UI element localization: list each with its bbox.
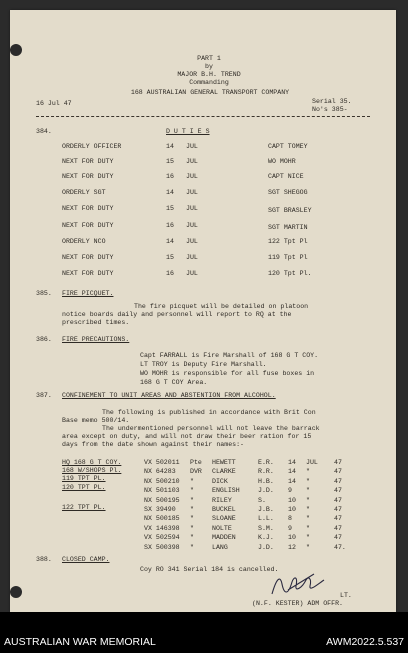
header-divider (36, 116, 370, 117)
duty-day: 16 (166, 173, 174, 180)
personnel-initials: J.B. (258, 506, 274, 513)
fire-precautions-line: WO MOHR is responsible for all fuse boxes in (140, 370, 315, 377)
header-major: MAJOR B.H. TREND (177, 71, 241, 78)
personnel-year: 47 (334, 524, 342, 532)
confinement-number: 387. (36, 392, 52, 399)
personnel-initials: J.D. (258, 487, 274, 495)
personnel-day: 10 (288, 534, 296, 542)
header-serial: Serial 35. (312, 98, 352, 105)
confinement-unit: 122 TPT PL. (62, 504, 106, 511)
personnel-day: 9 (288, 524, 292, 532)
personnel-number: VX 146398 (144, 524, 180, 532)
personnel-name: LANG (212, 543, 228, 551)
confinement-unit: HQ 168 G T COY. (62, 459, 122, 466)
duty-day: 16 (166, 270, 174, 277)
personnel-day: 14 (288, 459, 296, 466)
signature-rank: LT. (340, 592, 352, 599)
duties-number: 384. (36, 128, 52, 135)
personnel-month: " (306, 543, 310, 551)
personnel-year: 47 (334, 477, 342, 485)
header-commanding: Commanding (189, 79, 229, 86)
fire-picquet-line: notice boards daily and personnel will report to RQ at the (62, 311, 292, 318)
duty-month: JUL (186, 238, 198, 245)
personnel-name: MADDEN (212, 534, 236, 542)
personnel-number: NX 500210 (144, 477, 180, 485)
confinement-title: CONFINEMENT TO UNIT AREAS AND ABSTENTION FROM ALCOHOL. (62, 392, 276, 399)
fire-precautions-title: FIRE PRECAUTIONS. (62, 336, 130, 343)
duty-month: JUL (186, 205, 198, 212)
personnel-initials: S. (258, 496, 266, 504)
personnel-rank: DVR (190, 468, 202, 476)
personnel-name: HEWETT (212, 459, 236, 466)
personnel-year: 47 (334, 534, 342, 542)
personnel-month: " (306, 506, 310, 513)
footer-accession-number: AWM2022.5.537 (326, 636, 404, 648)
header-date: 16 Jul 47 (36, 100, 72, 107)
personnel-initials: L.L. (258, 515, 274, 523)
header-unit: 168 AUSTRALIAN GENERAL TRANSPORT COMPANY (130, 89, 290, 96)
personnel-day: 12 (288, 543, 296, 551)
duty-name: SGT BRASLEY (268, 207, 312, 214)
personnel-name: CLARKE (212, 468, 236, 476)
duty-role: NEXT FOR DUTY (62, 205, 114, 212)
personnel-month: " (306, 524, 310, 532)
personnel-month: " (306, 534, 310, 542)
confinement-unit: 120 TPT PL. (62, 484, 106, 491)
header-part: PART 1 (197, 55, 221, 62)
fire-precautions-number: 386. (36, 336, 52, 343)
confinement-line: The following is published in accordance with Brit Con (102, 409, 316, 416)
personnel-rank: " (190, 524, 194, 532)
header-nos: No's 385- (312, 106, 348, 113)
personnel-day: 10 (288, 506, 296, 513)
personnel-rank: " (190, 543, 194, 551)
duty-day: 15 (166, 158, 174, 165)
personnel-rank: " (190, 534, 194, 542)
personnel-initials: E.R. (258, 459, 274, 466)
duty-day: 15 (166, 205, 174, 212)
fire-precautions-line: 168 G T COY Area. (140, 379, 208, 386)
personnel-month: " (306, 477, 310, 485)
duty-role: NEXT FOR DUTY (62, 254, 114, 261)
personnel-number: SX 500398 (144, 543, 180, 551)
personnel-rank: " (190, 477, 194, 485)
personnel-day: 8 (288, 515, 292, 523)
duty-day: 16 (166, 222, 174, 229)
personnel-number: NX 64283 (144, 468, 176, 476)
duty-month: JUL (186, 189, 198, 196)
fire-precautions-line: LT TROY is Deputy Fire Marshall. (140, 361, 267, 368)
handwritten-signature (268, 570, 332, 600)
personnel-rank: " (190, 496, 194, 504)
personnel-initials: J.D. (258, 543, 274, 551)
personnel-year: 47 (334, 515, 342, 523)
closed-camp-title: CLOSED CAMP. (62, 556, 110, 563)
personnel-year: 47. (334, 543, 346, 551)
personnel-month: " (306, 487, 310, 495)
personnel-name: NOLTE (212, 524, 232, 532)
personnel-name: BUCKEL (212, 506, 236, 513)
confinement-line: The undermentioned personnel will not leave the barrack (102, 425, 320, 432)
personnel-month: " (306, 515, 310, 523)
personnel-year: 47 (334, 487, 342, 495)
header-by: by (205, 63, 213, 70)
personnel-name: ENGLISH (212, 487, 240, 495)
personnel-day: 14 (288, 468, 296, 476)
confinement-line: Base memo 500/14. (62, 417, 130, 424)
confinement-line: days from the date shown against their names:- (62, 441, 245, 448)
duty-name: CAPT NICE (268, 173, 304, 180)
personnel-year: 47 (334, 506, 342, 513)
personnel-number: SX 39490 (144, 506, 176, 513)
personnel-initials: R.R. (258, 468, 274, 476)
personnel-name: SLOANE (212, 515, 236, 523)
punch-hole (10, 44, 22, 56)
fire-precautions-line: Capt FARRALL is Fire Marshall of 168 G T COY. (140, 352, 319, 359)
duty-name: SGT MARTIN (268, 224, 308, 231)
fire-picquet-number: 385. (36, 290, 52, 297)
personnel-rank: " (190, 506, 194, 513)
personnel-year: 47 (334, 468, 342, 476)
duty-month: JUL (186, 254, 198, 261)
duty-month: JUL (186, 143, 198, 150)
personnel-initials: H.B. (258, 477, 274, 485)
duty-role: NEXT FOR DUTY (62, 158, 114, 165)
personnel-rank: " (190, 515, 194, 523)
footer-institution: AUSTRALIAN WAR MEMORIAL (4, 636, 156, 648)
duty-day: 14 (166, 238, 174, 245)
footer-bar (0, 612, 408, 653)
duty-name: 120 Tpt Pl. (268, 270, 312, 277)
closed-camp-text: Coy RO 341 Serial 184 is cancelled. (140, 566, 279, 573)
duty-role: ORDERLY SGT (62, 189, 106, 196)
duty-day: 14 (166, 143, 174, 150)
duty-day: 15 (166, 254, 174, 261)
duty-name: WO MOHR (268, 158, 296, 165)
personnel-day: 14 (288, 477, 296, 485)
fire-picquet-title: FIRE PICQUET. (62, 290, 114, 297)
confinement-unit: 119 TPT PL. (62, 475, 106, 482)
duty-month: JUL (186, 173, 198, 180)
duty-month: JUL (186, 158, 198, 165)
personnel-number: NX 500195 (144, 496, 180, 504)
duty-role: NEXT FOR DUTY (62, 222, 114, 229)
personnel-month: " (306, 468, 310, 476)
personnel-month: JUL (306, 459, 318, 466)
duty-role: NEXT FOR DUTY (62, 270, 114, 277)
personnel-number: NX 501103 (144, 487, 180, 495)
personnel-number: VX 502011 (144, 459, 180, 466)
duty-month: JUL (186, 270, 198, 277)
personnel-name: RILEY (212, 496, 232, 504)
fire-picquet-line: The fire picquet will be detailed on platoon (134, 303, 309, 310)
duty-name: SGT SHEGOG (268, 189, 308, 196)
punch-hole (10, 586, 22, 598)
duty-role: ORDERLY NCO (62, 238, 106, 245)
fire-picquet-line: prescribed times. (62, 319, 130, 326)
closed-camp-number: 388. (36, 556, 52, 563)
duties-title: D U T I E S (166, 128, 210, 135)
personnel-rank: Pte (190, 459, 202, 466)
personnel-month: " (306, 496, 310, 504)
duty-name: CAPT TOMEY (268, 143, 308, 150)
personnel-initials: K.J. (258, 534, 274, 542)
personnel-number: VX 502594 (144, 534, 180, 542)
personnel-rank: " (190, 487, 194, 495)
personnel-day: 9 (288, 487, 292, 495)
personnel-year: 47 (334, 496, 342, 504)
confinement-line: area except on duty, and will not draw their beer ration for 15 (62, 433, 312, 440)
personnel-year: 47 (334, 459, 342, 466)
duty-role: ORDERLY OFFICER (62, 143, 122, 150)
duty-day: 14 (166, 189, 174, 196)
personnel-initials: S.M. (258, 524, 274, 532)
duty-name: 122 Tpt Pl (268, 238, 308, 245)
personnel-number: NX 500185 (144, 515, 180, 523)
confinement-unit: 168 W/SHOPS Pl. (62, 467, 122, 474)
personnel-name: DICK (212, 477, 228, 485)
duty-name: 119 Tpt Pl (268, 254, 308, 261)
duty-role: NEXT FOR DUTY (62, 173, 114, 180)
signature-block: (N.F. KESTER) ADM OFFR. (252, 600, 344, 607)
duty-month: JUL (186, 222, 198, 229)
personnel-day: 10 (288, 496, 296, 504)
